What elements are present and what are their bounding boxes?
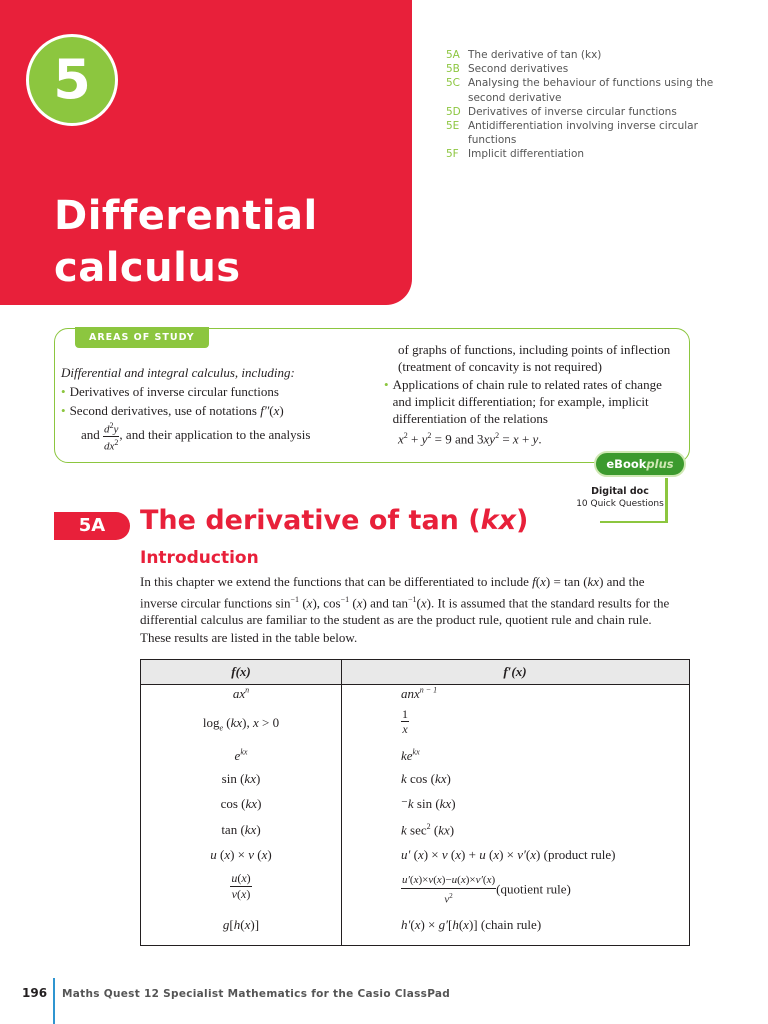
table-cell-derivative: $\frac{1}{x}$ bbox=[402, 707, 408, 736]
toc-code: 5D bbox=[446, 105, 461, 118]
introduction-paragraph: In this chapter we extend the functions that can be differentiated to include f(x) = tan (kx) and the inverse circular functions $\sin^{-1} (x)$, $\cos^{-1} (x)$ and $\tan^{-1}(x)$. It is assumed that the standard results for the differential calculus are familiar to the student as are the product rule, quotient rule and chain rule. These results are listed in the table below. bbox=[140, 574, 670, 645]
introduction-heading: Introduction bbox=[140, 548, 259, 568]
chapter-title bbox=[54, 190, 318, 294]
areas-bullet-text: Derivatives of inverse circular functions bbox=[69, 384, 279, 399]
toc-code: 5C bbox=[446, 77, 461, 90]
toc-code: 5A bbox=[446, 49, 460, 61]
table-cell-function: g[h(x)] bbox=[222, 917, 260, 932]
toc-item[interactable] bbox=[446, 62, 746, 76]
rule-label: (quotient rule) bbox=[496, 881, 571, 897]
areas-bullet: • Second derivatives, use of notations f″(x) bbox=[61, 403, 284, 418]
toc-item[interactable] bbox=[446, 48, 746, 62]
digital-doc-link[interactable] bbox=[560, 486, 680, 509]
chapter-banner bbox=[0, 0, 412, 305]
toc-code: 5B bbox=[446, 63, 460, 76]
ebook-label: eBook bbox=[606, 457, 647, 471]
table-cell-function: sin (kx) bbox=[221, 771, 261, 786]
toc-code: 5F bbox=[446, 148, 459, 161]
areas-bullet-text: and bbox=[81, 427, 100, 443]
bullet-icon: • bbox=[384, 377, 389, 392]
areas-right-column bbox=[384, 341, 674, 447]
ebook-plus-label: plus bbox=[646, 457, 674, 471]
table-cell-function: u (x) × v (x) bbox=[210, 847, 272, 862]
areas-bullet-continuation bbox=[61, 420, 346, 452]
digital-doc-title: 10 Quick Questions bbox=[576, 499, 664, 509]
toc-text: Antidifferentiation involving inverse circular functions bbox=[468, 120, 698, 147]
toc-text: Implicit differentiation bbox=[468, 148, 585, 161]
chapter-title-line1: Differential bbox=[54, 193, 318, 239]
table-cell-derivative: k cos (kx) bbox=[401, 771, 451, 786]
footer-divider bbox=[53, 978, 55, 1024]
table-cell-function: tan (kx) bbox=[221, 822, 261, 837]
chapter-contents bbox=[446, 48, 746, 162]
table-header-left: f(x) bbox=[231, 664, 251, 679]
relations-example: $x^2 + y^2 = 9$ and $3xy^2 = x + y$. bbox=[398, 431, 542, 447]
table-cell-function: cos (kx) bbox=[220, 796, 262, 811]
areas-bullet-text: , and their application to the analysis bbox=[119, 427, 311, 443]
bullet-icon: • bbox=[61, 384, 66, 399]
table-divider bbox=[341, 660, 342, 945]
toc-item[interactable] bbox=[446, 76, 746, 104]
table-cell-derivative: ⁻k sin (kx) bbox=[401, 796, 456, 811]
areas-left-column bbox=[61, 363, 346, 452]
table-header bbox=[141, 660, 689, 685]
table-cell-derivative: anx$^{n - 1}$ bbox=[401, 686, 438, 702]
table-cell-derivative: h′(x) × g′[h(x)] (chain rule) bbox=[401, 917, 542, 932]
areas-bullet bbox=[61, 382, 346, 401]
book-title: Maths Quest 12 Specialist Mathematics for the Casio ClassPad bbox=[62, 988, 451, 1000]
table-cell-function: $\frac{u(x)}{v(x)}$ bbox=[231, 871, 251, 901]
table-cell-function: $\log_e (kx)$, x > 0 bbox=[202, 715, 280, 733]
toc-text: Second derivatives bbox=[468, 63, 569, 76]
ebookplus-badge[interactable] bbox=[594, 451, 686, 477]
areas-intro: Differential and integral calculus, including: bbox=[61, 365, 295, 380]
math-notation: f″ bbox=[260, 403, 270, 418]
toc-item[interactable] bbox=[446, 147, 746, 161]
chapter-title-line2: calculus bbox=[54, 245, 241, 291]
table-cell-derivative: $ke^{kx}$ bbox=[401, 748, 420, 764]
table-cell-function: $ax^n$ bbox=[232, 686, 250, 702]
toc-item[interactable] bbox=[446, 105, 746, 119]
areas-of-study-tab: AREAS OF STUDY bbox=[75, 327, 209, 348]
toc-text: The derivative of tan (kx) bbox=[468, 49, 602, 61]
section-title-text: The derivative of tan ( bbox=[140, 505, 481, 536]
rule-label: (chain rule) bbox=[480, 917, 542, 932]
rule-label: (product rule) bbox=[543, 847, 616, 862]
section-badge: 5A bbox=[54, 512, 130, 540]
digital-doc-heading: Digital doc bbox=[591, 486, 649, 497]
derivatives-table bbox=[140, 659, 690, 946]
areas-bullet-text: Applications of chain rule to related rates of change and implicit differentiation; for example, implicit differentiation of the relations bbox=[392, 377, 662, 426]
section-title-text: ) bbox=[516, 505, 529, 536]
bullet-icon: • bbox=[61, 403, 66, 418]
introduction-text: It is assumed that the standard results for the differential calculus are familiar to the student as are the product rule, quotient rule and chain rule. These results are listed in the table below. bbox=[140, 594, 670, 645]
areas-of-study-box bbox=[54, 328, 690, 463]
table-cell-derivative: k $\sec^2 (kx)$ bbox=[401, 822, 455, 838]
section-title-variable: kx bbox=[480, 505, 517, 536]
table-header-right: f′(x) bbox=[503, 664, 527, 679]
chapter-number: 5 bbox=[26, 34, 118, 126]
page-number: 196 bbox=[22, 986, 48, 1000]
areas-continued-text: of graphs of functions, including points of inflection (treatment of concavity is not required) bbox=[398, 342, 671, 374]
toc-code: 5E bbox=[446, 120, 460, 133]
section-title bbox=[140, 505, 528, 536]
table-cell-derivative: $\frac{u'(x)\times v(x)-u(x)\times v'(x)}{v^2}$ (quotient rule) bbox=[402, 874, 571, 906]
toc-text: Derivatives of inverse circular functions bbox=[468, 105, 677, 118]
toc-item[interactable] bbox=[446, 119, 746, 147]
toc-text: Analysing the behaviour of functions using the second derivative bbox=[468, 77, 714, 104]
areas-bullet-text: Second derivatives, use of notations bbox=[69, 403, 257, 418]
areas-bullet bbox=[384, 376, 674, 427]
table-cell-function: $e^{kx}$ bbox=[234, 748, 248, 764]
second-derivative-fraction: $\frac{d^2y}{dx^2}$ bbox=[104, 421, 119, 453]
digital-doc-bracket bbox=[600, 521, 668, 523]
table-cell-derivative: u′ (x) × v (x) + u (x) × v′(x) (product rule) bbox=[401, 847, 616, 862]
